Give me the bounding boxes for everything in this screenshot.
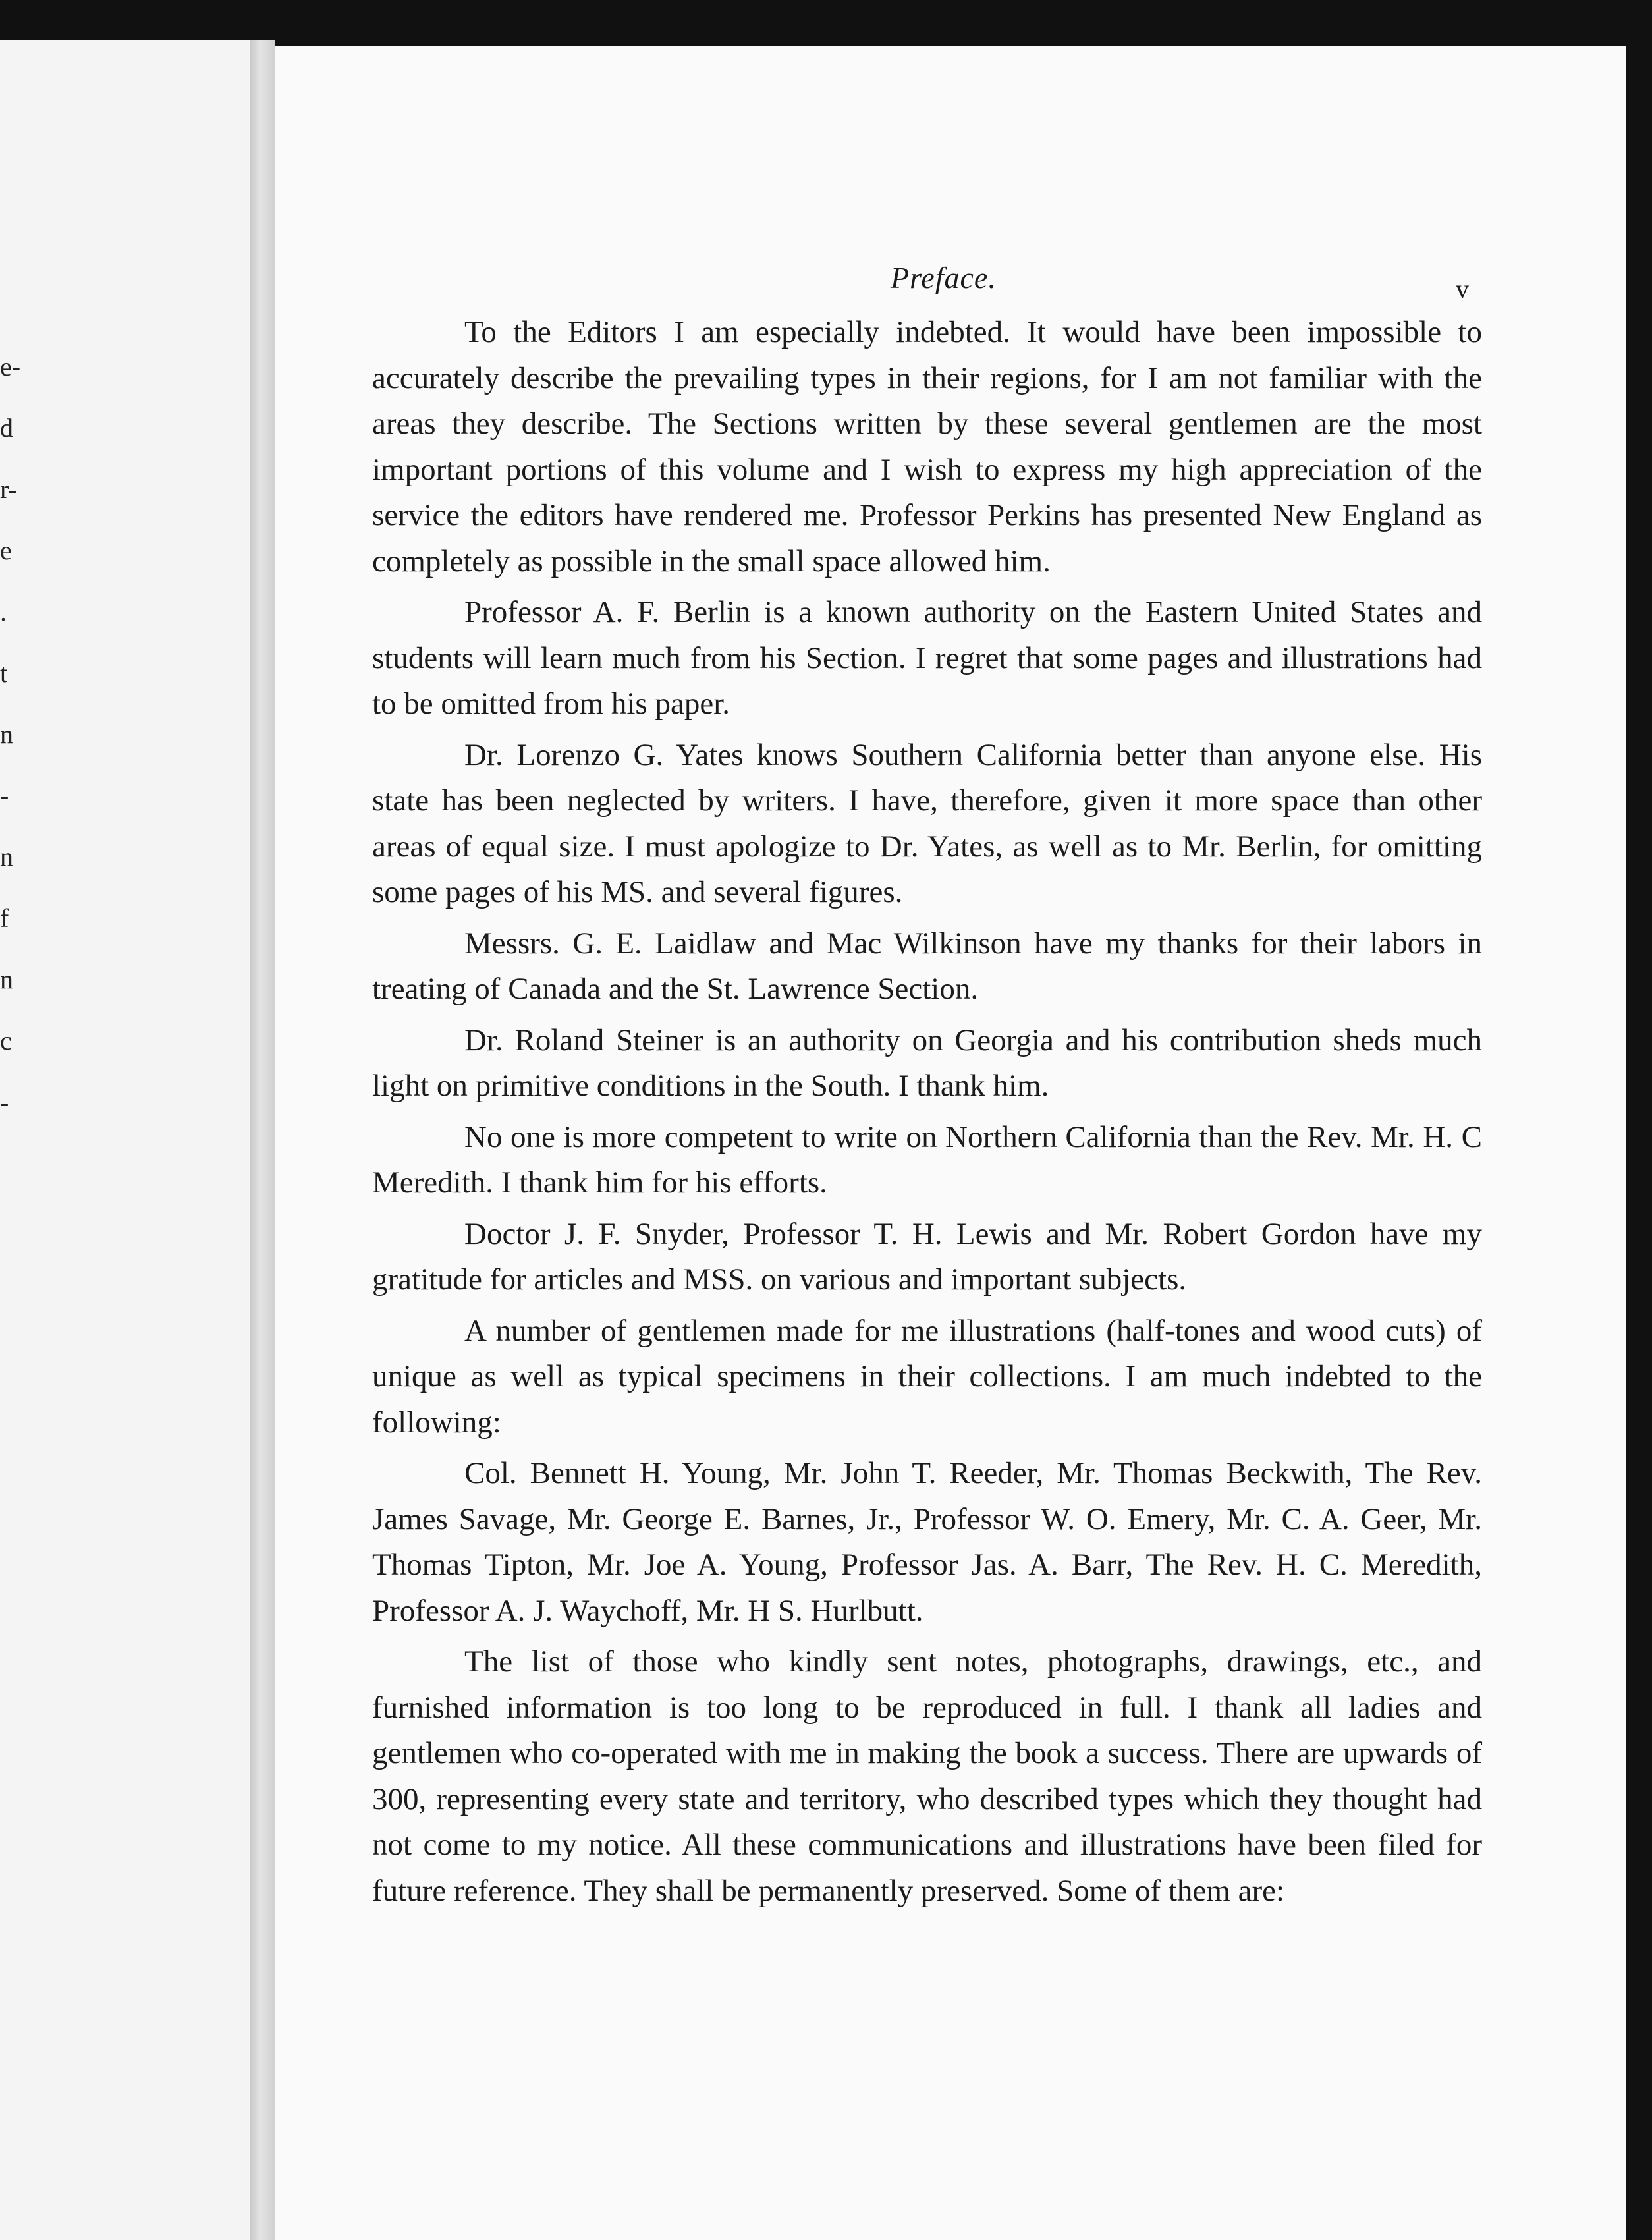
paragraph: Professor A. F. Berlin is a known authority on the Eastern United States and students will learn much from his Section. I regret that some pages and illustrations had to be omitted from his paper. xyxy=(372,595,1482,721)
fragment: r- xyxy=(0,474,17,504)
paragraph: To the Editors I am especially indebted. It would have been impossible to accurately describe the prevailing types in their regions, for I am not familiar with the areas they describe. The Sections written by these several gentlemen are the most important portions of this volume and I wish to express my high appreciation of the service the editors have rendered me. Professor Perkins has presented New England as completely as possible in the small space allowed him. xyxy=(372,315,1482,578)
fragment: t xyxy=(0,658,8,688)
paragraph: A number of gentlemen made for me illustrations (half-tones and wood cuts) of unique as well as typical specimens in their collections. I am much indebted to the following: xyxy=(372,1313,1482,1440)
fragment: n xyxy=(0,965,13,994)
paragraph: Dr. Lorenzo G. Yates knows Southern California better than anyone else. His state has been neglected by writers. I have, therefore, given it more space than other areas of equal size. I must apologize to Dr. Yates, as well as to Mr. Berlin, for omitting some pages of his MS. and several figures. xyxy=(372,737,1482,909)
fragment: e- xyxy=(0,352,21,381)
facing-page-text-fragments xyxy=(0,336,26,1133)
scan-right-border xyxy=(1626,0,1652,2240)
fragment: e xyxy=(0,536,12,565)
fragment: - xyxy=(0,781,9,810)
book-gutter xyxy=(250,40,275,2240)
paragraph: Doctor J. F. Snyder, Professor T. H. Lewis and Mr. Robert Gordon have my gratitude for articles and MSS. on various and important subjects. xyxy=(372,1216,1482,1297)
fragment: n xyxy=(0,842,13,872)
page-number: v xyxy=(1456,274,1469,304)
paragraph: Col. Bennett H. Young, Mr. John T. Reeder, Mr. Thomas Beckwith, The Rev. James Savage, Mr. George E. Barnes, Jr., Professor W. O. Emery, Mr. C. A. Geer, Mr. Thomas Tipton, Mr. Joe A. Young, Professor Jas. A. Barr, The Rev. H. C. Meredith, Professor A. J. Waychoff, Mr. H S. Hurlbutt. xyxy=(372,1456,1482,1628)
body-text xyxy=(372,310,1482,1919)
paragraph: The list of those who kindly sent notes, photographs, drawings, etc., and furnished information is too long to be reproduced in full. I thank all ladies and gentlemen who co-operated with me in making the book a success. There are upwards of 300, representing every state and territory, who described types which they thought had not come to my notice. All these communications and illustrations have been filed for future reference. They shall be permanently preserved. Some of them are: xyxy=(372,1644,1482,1908)
facing-page xyxy=(0,40,250,2240)
fragment: - xyxy=(0,1087,9,1117)
paragraph: Messrs. G. E. Laidlaw and Mac Wilkinson have my thanks for their labors in treating of Canada and the St. Lawrence Section. xyxy=(372,926,1482,1006)
fragment: c xyxy=(0,1026,12,1055)
fragment: n xyxy=(0,719,13,749)
running-head: Preface. xyxy=(891,261,997,294)
fragment: d xyxy=(0,413,13,443)
paragraph: Dr. Roland Steiner is an authority on Georgia and his contribution sheds much light on primitive conditions in the South. I thank him. xyxy=(372,1022,1482,1103)
fragment: f xyxy=(0,903,9,933)
fragment: . xyxy=(0,597,7,627)
paragraph: No one is more competent to write on Northern California than the Rev. Mr. H. C Meredith. I thank him for his efforts. xyxy=(372,1119,1482,1200)
